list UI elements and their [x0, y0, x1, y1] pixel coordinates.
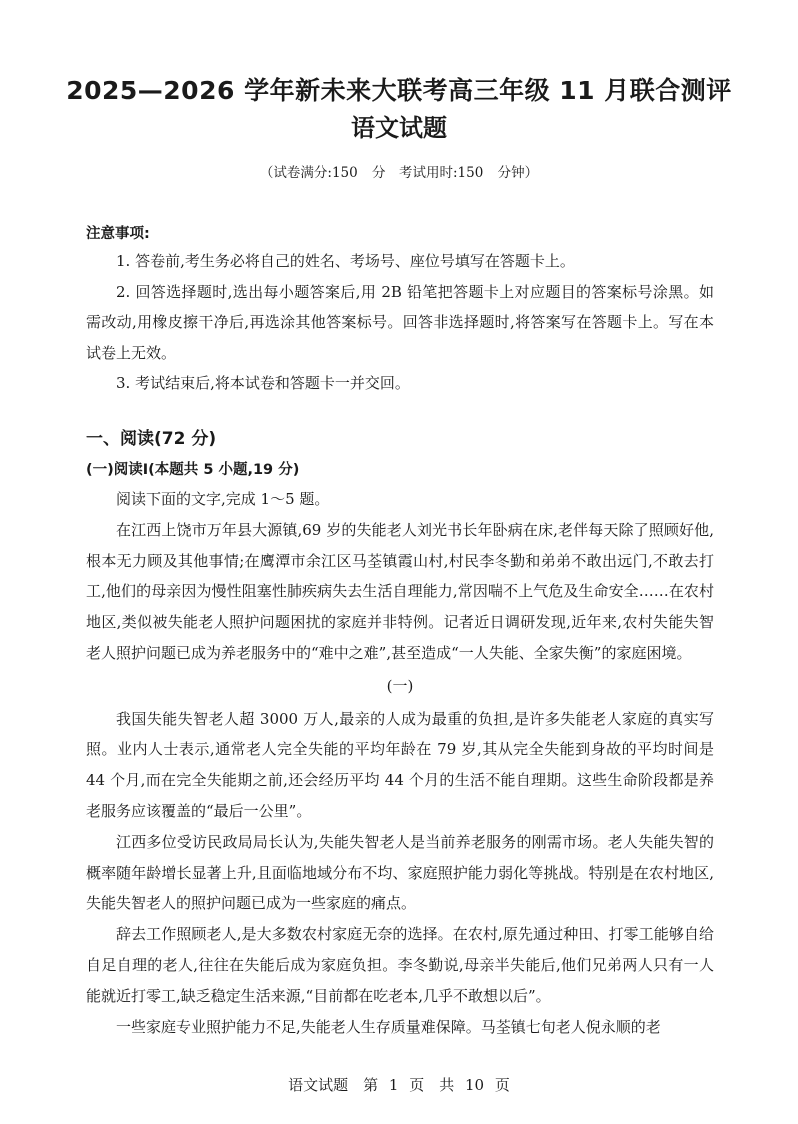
instruction: 阅读下面的文字,完成 1～5 题。 — [116, 490, 330, 508]
passage-paragraph: 我国失能失智老人超 3000 万人,最亲的人成为最重的负担,是许多失能老人家庭的真实写照。业内人士表示,通常老人完全失能的平均年龄在 79 岁,其从完全失能到身故的平均时间是 44 个月,而在完全失能期之前,还会经历平均 44 个月的生活不能自理期。这些生命阶段都是养老服务应该覆盖的“最后一公里”。 — [86, 709, 714, 820]
exam-subject: 语文试题 — [351, 114, 447, 142]
passage-body — [86, 484, 714, 1042]
part-title: (一)阅读Ⅰ(本题共 5 小题,19 分) — [86, 462, 300, 478]
passage-paragraph: 江西多位受访民政局局长认为,失能失智老人是当前养老服务的刚需市场。老人失能失智的概率随年龄增长显著上升,且面临地域分布不均、家庭照护能力弱化等挑战。特别是在农村地区,失能失智老人的照护问题已成为一些家庭的痛点。 — [86, 832, 714, 913]
notice-item: 2. 回答选择题时,选出每小题答案后,用 2B 铅笔把答题卡上对应题目的答案标号涂黑。如需改动,用橡皮擦干净后,再选涂其他答案标号。回答非选择题时,将答案写在答题卡上。写在本试卷上无效。 — [86, 282, 714, 362]
page-footer: 语文试题 第 1 页 共 10 页 — [288, 1076, 510, 1094]
notice-heading: 注意事项: — [86, 226, 150, 242]
section-title: 一、阅读(72 分) — [86, 429, 217, 449]
passage-paragraph: 一些家庭专业照护能力不足,失能老人生存质量难保障。马荃镇七旬老人倪永顺的老 — [116, 1017, 661, 1036]
passage-intro: 在江西上饶市万年县大源镇,69 岁的失能老人刘光书长年卧病在床,老伴每天除了照顾好他,根本无力顾及其他事情;在鹰潭市余江区马荃镇霞山村,村民李冬勤和弟弟不敢出远门,不敢去打工,他们的母亲因为慢性阻塞性肺疾病失去生活自理能力,常因喘不上气危及生命安全……在农村地区,类似被失能老人照护问题困扰的家庭并非特例。记者近日调研发现,近年来,农村失能失智老人照护问题已成为养老服务中的“难中之难”,甚至造成“一人失能、全家失衡”的家庭困境。 — [86, 520, 714, 662]
part-marker: (一) — [386, 676, 414, 695]
notice-item: 3. 考试结束后,将本试卷和答题卡一并交回。 — [116, 374, 410, 392]
exam-title: 2025—2026 学年新未来大联考高三年级 11 月联合测评 — [66, 76, 732, 105]
notice-item: 1. 答卷前,考生务必将自己的姓名、考场号、座位号填写在答题卡上。 — [116, 252, 575, 270]
notice-list — [86, 246, 714, 399]
exam-meta: （试卷满分:150 分 考试用时:150 分钟） — [259, 165, 539, 181]
passage-paragraph: 辞去工作照顾老人,是大多数农村家庭无奈的选择。在农村,原先通过种田、打零工能够自给自足自理的老人,往往在失能后成为家庭负担。李冬勤说,母亲半失能后,他们兄弟两人只有一人能就近打零工,缺乏稳定生活来源,“目前都在吃老本,几乎不敢想以后”。 — [86, 925, 714, 1005]
